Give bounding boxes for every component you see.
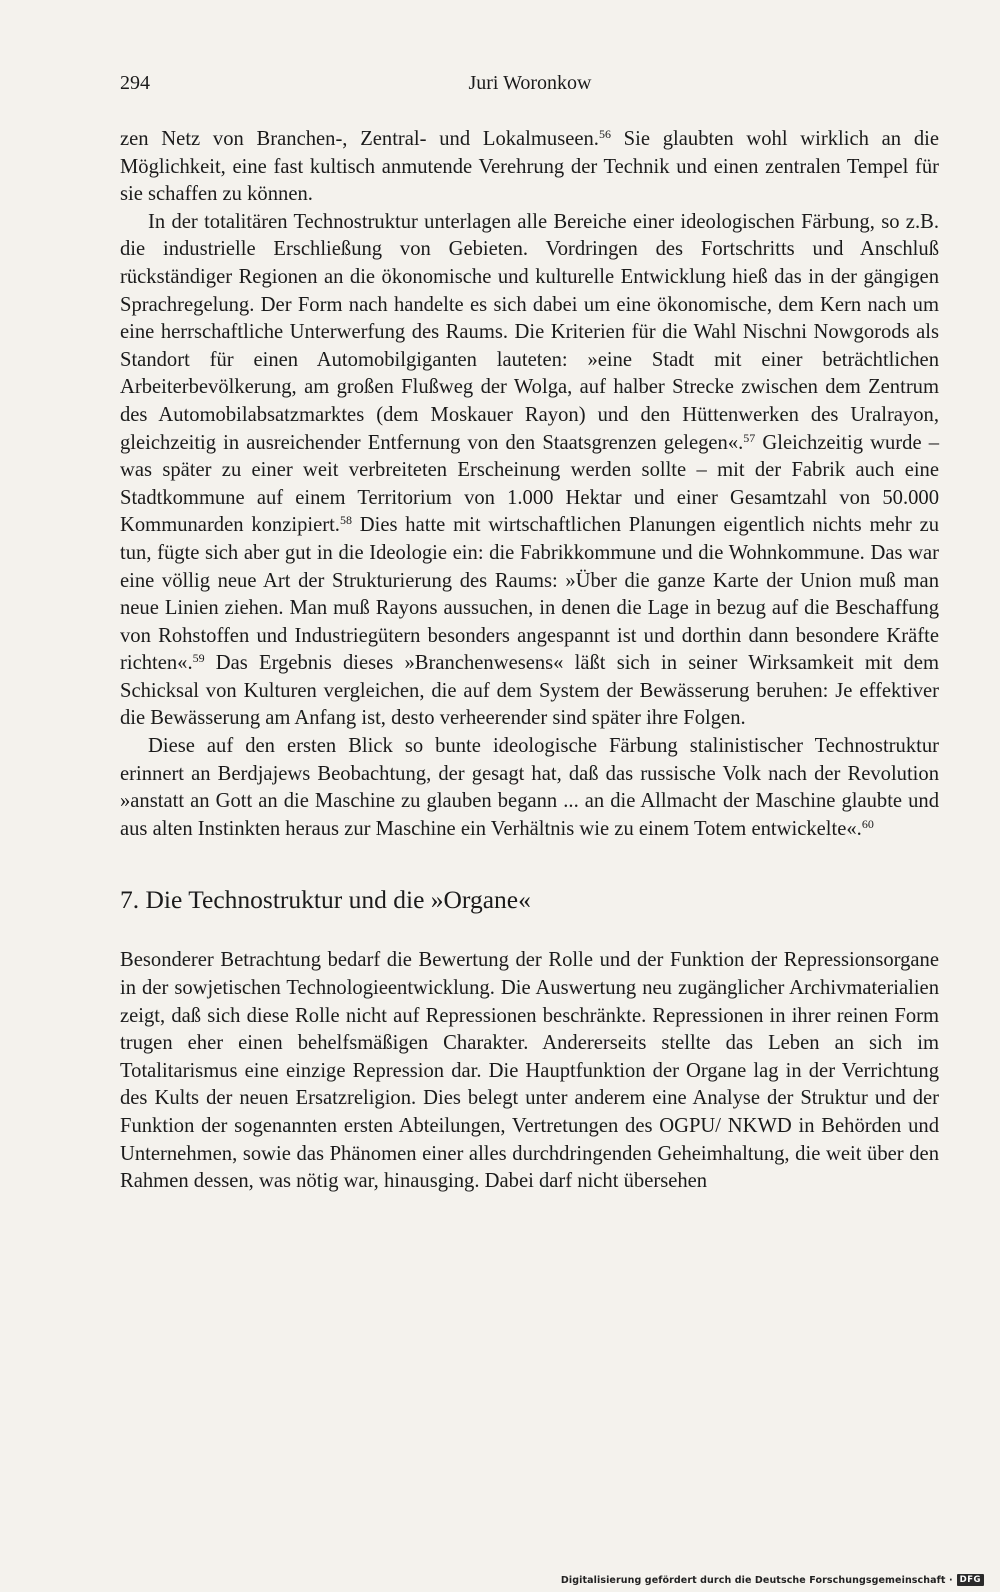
paragraph-3 [120,733,939,843]
paragraph-text: Das Ergebnis dieses »Branchenwesens« läßt sich in seiner Wirksamkeit mit dem Schicksal von Kulturen vergleichen, die auf dem System der Bewässerung beruhen: Je effektiver die Bewässerung am Anfang ist, desto verheerender sind später ihre Folgen. [120,652,939,730]
paragraph-text: Diese auf den ersten Blick so bunte ideologische Färbung stalinistischer Technostruktur erinnert an Berdjajews Beobachtung, der gesagt hat, daß das russische Volk nach der Revolution »anstatt an Gott an die Maschine zu glauben begann ... an die Allmacht der Maschine glaubte und aus alten Instinkten heraus zur Maschine ein Verhältnis wie zu einem Totem entwickelte«. [120,735,939,840]
footnote-ref: 57 [743,430,756,445]
body-text [120,126,939,1196]
paragraph-text: Sie glaubten wohl wirklich an die Möglichkeit, eine fast kultisch anmutende Verehrung der Technik und einen zentralen Tempel für sie schaffen zu können. [120,128,939,206]
paragraph-1 [120,126,939,209]
paragraph-text: Dies hatte mit wirtschaftlichen Planungen eigentlich nichts mehr zu tun, fügte sich aber gut in die Ideologie ein: die Fabrikkommune und die Wohnkommune. Das war eine völlig neue Art der Strukturierung des Raums: »Über die ganze Karte der Union muß man neue Linien ziehen. Man muß Rayons aussuchen, in denen die Lage in bezug auf die Beschaffung von Rohstoffen und Industriegütern besonders angespannt ist und dorthin dann besondere Kräfte richten«. [120,514,940,675]
paragraph-text: Gleichzeitig wurde – was später zu einer weit verbreiteten Erscheinung werden sollte – mit der Fabrik auch eine Stadtkommune auf einem Territorium von 1.000 Hektar und einer Gesamtzahl von 50.000 Kommunarden konzipiert. [120,431,939,537]
dfg-logo-icon: DFG [957,1574,984,1586]
page-header [120,72,940,102]
paragraph-2 [120,209,939,733]
footnote-ref: 60 [861,816,874,831]
footer-text: Digitalisierung gefördert durch die Deutsche Forschungsgemeinschaft · [560,1574,953,1586]
footnote-ref: 59 [192,651,205,666]
digitization-footer [561,1574,984,1586]
footnote-ref: 58 [339,513,352,528]
section-paragraph: Besonderer Betrachtung bedarf die Bewertung der Rolle und der Funktion der Repressionsorgane in der sowjetischen Technologieentwicklung. Die Auswertung neu zugänglicher Archivmaterialien zeigt, daß sich diese Rolle nicht auf Repressionen beschränkte. Repressionen in ihrer reinen Form trugen eher einen behelfsmäßigen Charakter. Andererseits stellte das Leben an sich im Totalitarismus eine einzige Repression dar. Die Hauptfunktion der Organe lag in der Verrichtung des Kults der neuen Ersatzreligion. Dies belegt unter anderem eine Analyse der Struktur und der Funktion der sogenannten ersten Abteilungen, Vertretungen des OGPU/ NKWD in Behörden und Unternehmen, sowie das Phänomen einer alles durchdringenden Geheimhaltung, die weit über den Rahmen dessen, was nötig war, hinausging. Dabei darf nicht übersehen [120,949,939,1193]
paragraph-text: zen Netz von Branchen-, Zentral- und Lokalmuseen. [120,128,599,150]
footnote-ref: 56 [598,126,611,141]
paragraph-text: In der totalitären Technostruktur unterlagen alle Bereiche einer ideologischen Färbung, so z.B. die industrielle Erschließung von Gebieten. Vordringen des Fortschritts und Anschluß rückständiger Regionen an die ökonomische und kulturelle Entwicklung hieß das in der gängigen Sprachregelung. Der Form nach handelte es sich dabei um eine ökonomische, dem Kern nach um eine herrschaftliche Unterwerfung des Raums. Die Kriterien für die Wahl Nischni Nowgorods als Standort für einen Automobilgiganten lauteten: »eine Stadt mit einer beträchtlichen Arbeiterbevölkerung, am großen Flußweg der Wolga, auf halber Strecke zwischen dem Zentrum des Automobilabsatzmarktes (dem Moskauer Rayon) und den Hüttenwerken des Uralrayon, gleichzeitig in ausreichender Entfernung von den Staatsgrenzen gelegen«. [120,210,939,454]
section-heading: 7. Die Technostruktur und die »Organe« [120,885,531,915]
page-number: 294 [120,72,150,94]
running-head-author: Juri Woronkow [468,72,592,94]
